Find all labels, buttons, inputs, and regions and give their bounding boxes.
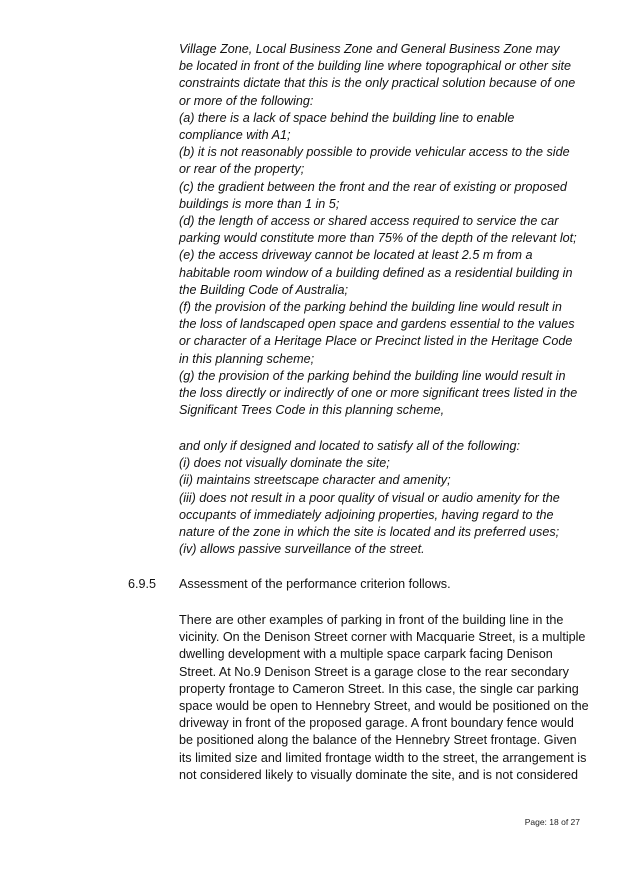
assessment-paragraph: [179, 612, 589, 784]
paragraph-line: There are other examples of parking in front of the building line in the: [179, 613, 564, 627]
quote-line: and only if designed and located to satisfy all of the following:: [179, 439, 520, 453]
quote-line: (g) the provision of the parking behind the building line would result in: [179, 368, 566, 383]
quote-line: (f) the provision of the parking behind the building line would result in: [179, 300, 562, 315]
paragraph-line: space would be open to Hennebry Street, and would be positioned on the: [179, 699, 589, 714]
paragraph-line: vicinity. On the Denison Street corner with Macquarie Street, is a multiple: [179, 630, 586, 645]
section-heading: Assessment of the performance criterion follows.: [179, 577, 451, 591]
quote-line: (i) does not visually dominate the site;: [179, 456, 390, 471]
quote-line: Significant Trees Code in this planning scheme,: [179, 403, 445, 418]
paragraph-line: Street. At No.9 Denison Street is a garage close to the rear secondary: [179, 664, 569, 679]
page-number: Page: 18 of 27: [524, 817, 580, 827]
quote-line: or more of the following:: [179, 93, 314, 108]
quote-line: (d) the length of access or shared access required to service the car: [179, 214, 559, 229]
quote-line: (e) the access driveway cannot be located at least 2.5 m from a: [179, 248, 533, 263]
quote-line: habitable room window of a building defined as a residential building in: [179, 265, 573, 280]
quote-line: occupants of immediately adjoining properties, having regard to the: [179, 507, 554, 522]
quote-line: (c) the gradient between the front and the rear of existing or proposed: [179, 179, 567, 194]
quote-line: (b) it is not reasonably possible to provide vehicular access to the side: [179, 145, 570, 160]
quote-line: (ii) maintains streetscape character and amenity;: [179, 473, 451, 488]
quote-line: be located in front of the building line where topographical or other site: [179, 59, 572, 74]
quote-line: the Building Code of Australia;: [179, 282, 348, 297]
quote-line: compliance with A1;: [179, 128, 291, 143]
paragraph-line: not considered likely to visually dominate the site, and is not considered: [179, 767, 579, 782]
quote-line: constraints dictate that this is the only practical solution because of one: [179, 76, 576, 91]
paragraph-line: dwelling development with a multiple space carpark facing Denison: [179, 647, 553, 662]
quote-line: the loss of landscaped open space and gardens essential to the values: [179, 317, 575, 332]
paragraph-line: driveway in front of the proposed garage. A front boundary fence would: [179, 716, 574, 731]
quoted-criterion-conditions: [179, 41, 589, 419]
paragraph-line: its limited size and limited frontage width to the street, the arrangement is: [179, 750, 587, 765]
quote-line: the loss directly or indirectly of one or more significant trees listed in the: [179, 386, 578, 401]
paragraph-line: property frontage to Cameron Street. In this case, the single car parking: [179, 681, 579, 696]
quote-line: nature of the zone in which the site is located and its preferred uses;: [179, 525, 560, 540]
quote-line: (iii) does not result in a poor quality of visual or audio amenity for the: [179, 490, 560, 505]
quote-line: in this planning scheme;: [179, 351, 315, 366]
quote-line: or rear of the property;: [179, 162, 305, 177]
quoted-design-requirements: [179, 438, 589, 558]
quote-line: parking would constitute more than 75% of the depth of the relevant lot;: [179, 231, 577, 246]
quote-line: (iv) allows passive surveillance of the street.: [179, 542, 425, 557]
paragraph-line: be positioned along the balance of the Hennebry Street frontage. Given: [179, 733, 577, 748]
quote-line: Village Zone, Local Business Zone and General Business Zone may: [179, 42, 560, 56]
section-number: 6.9.5: [128, 577, 157, 591]
quote-line: (a) there is a lack of space behind the building line to enable: [179, 110, 515, 125]
quote-line: or character of a Heritage Place or Precinct listed in the Heritage Code: [179, 334, 573, 349]
quote-line: buildings is more than 1 in 5;: [179, 196, 340, 211]
